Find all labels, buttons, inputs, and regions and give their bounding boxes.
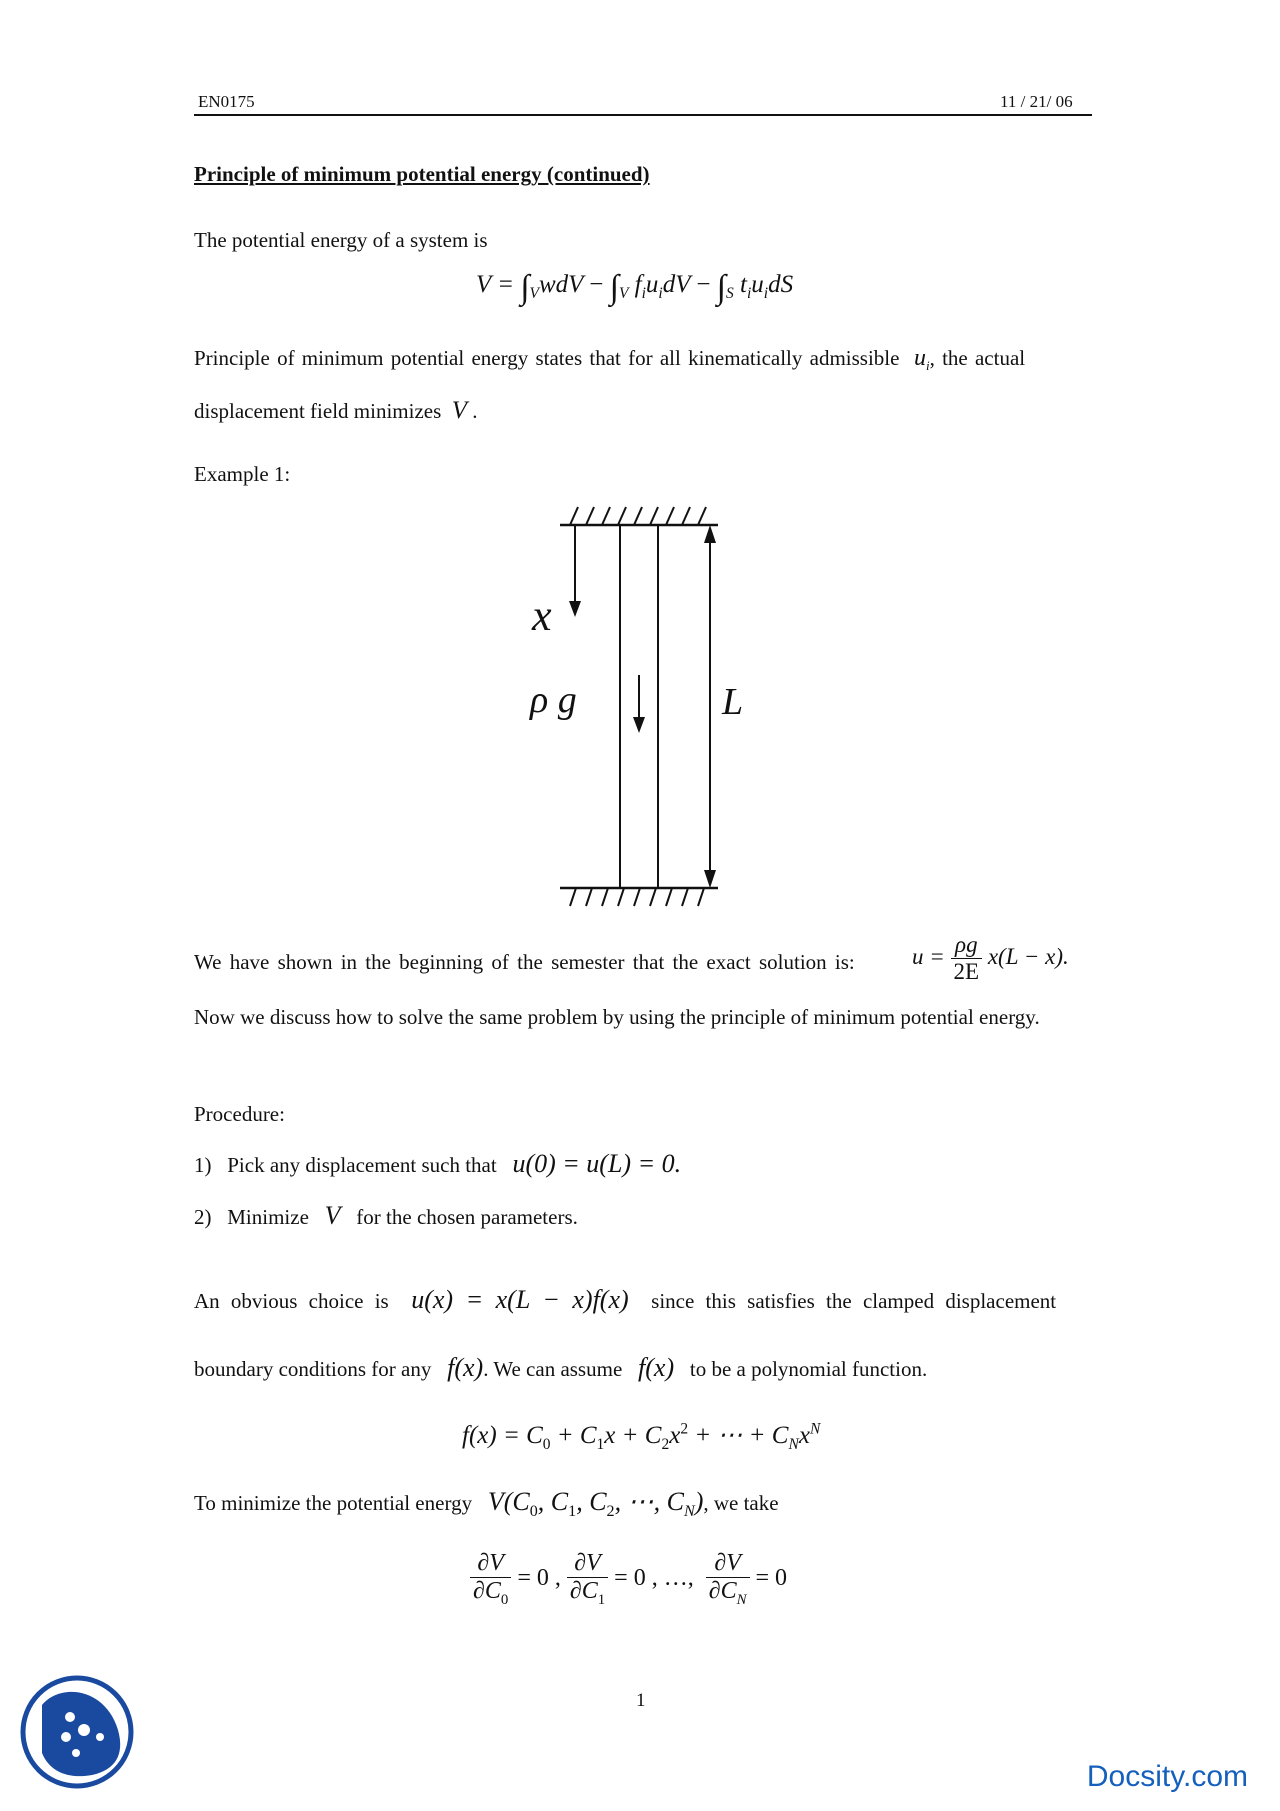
bottom-support-hatch: [570, 888, 704, 906]
principle-line-1: Principle of minimum potential energy states that for all kinematically admissible $u_i$, the actual: [194, 345, 1026, 374]
polynomial-equation: $f(x) = C_0 + C_1x + C_2x^2$ + ⋯ + $C_Nx^N$: [462, 1420, 821, 1453]
x-label: x: [532, 591, 552, 640]
gravity-arrowhead: [633, 717, 645, 733]
page-number: 1: [636, 1690, 646, 1711]
procedure-step-1: 1) Pick any displacement such that u(0) = u(L) = 0.: [194, 1149, 682, 1178]
procedure-label: Procedure:: [194, 1102, 285, 1126]
partial-derivatives-equation: $\frac{\partial V}{\partial C_0}$ = 0 , $\frac{\partial V}{\partial C_1}$ = 0 , …, $\frac{\partial V}{\partial C_N}$ = 0: [470, 1550, 787, 1609]
length-bottom-arrowhead: [704, 870, 716, 888]
rho-g-label: ρ g: [530, 679, 577, 721]
header-date: 11 / 21/ 06: [1000, 92, 1073, 111]
now-discuss-text: Now we discuss how to solve the same problem by using the principle of minimum potential energy.: [194, 1005, 1040, 1029]
length-label: L: [722, 681, 744, 723]
length-top-arrowhead: [704, 525, 716, 543]
top-support-hatch: [570, 507, 706, 525]
minimize-text: To minimize the potential energy $V(C_0$, $C_1$, $C_2$, ⋯, $C_N$), we take: [194, 1487, 779, 1521]
obvious-choice-line-1: An obvious choice is u(x) = x(L − x)f(x) since this satisfies the clamped displacement: [194, 1285, 1057, 1314]
header-rule: [194, 114, 1092, 116]
example-label: Example 1:: [194, 462, 291, 486]
principle-line-2: displacement field minimizes V .: [194, 397, 478, 424]
exact-solution-equation: u = $\frac{\rho g}{2E}$ x(L − x).: [912, 932, 1069, 984]
docsity-brand-link[interactable]: Docsity.com: [1086, 1760, 1248, 1793]
docsity-logo-icon[interactable]: [20, 1675, 135, 1790]
intro-text: The potential energy of a system is: [194, 228, 488, 252]
obvious-choice-line-2: boundary conditions for any f(x). We can assume f(x) to be a polynomial function.: [194, 1353, 928, 1382]
exact-solution-text: We have shown in the beginning of the semester that the exact solution is:: [194, 950, 855, 974]
x-arrowhead: [569, 601, 581, 617]
procedure-step-2: 2) Minimize V for the chosen parameters.: [194, 1201, 578, 1230]
course-code: EN0175: [198, 92, 255, 111]
potential-energy-equation: $V = \int_VwdV - \int_V$ $f_iu_idV - \int_S$ $t_iu_idS$: [476, 269, 794, 306]
section-title: Principle of minimum potential energy (continued): [194, 162, 650, 186]
